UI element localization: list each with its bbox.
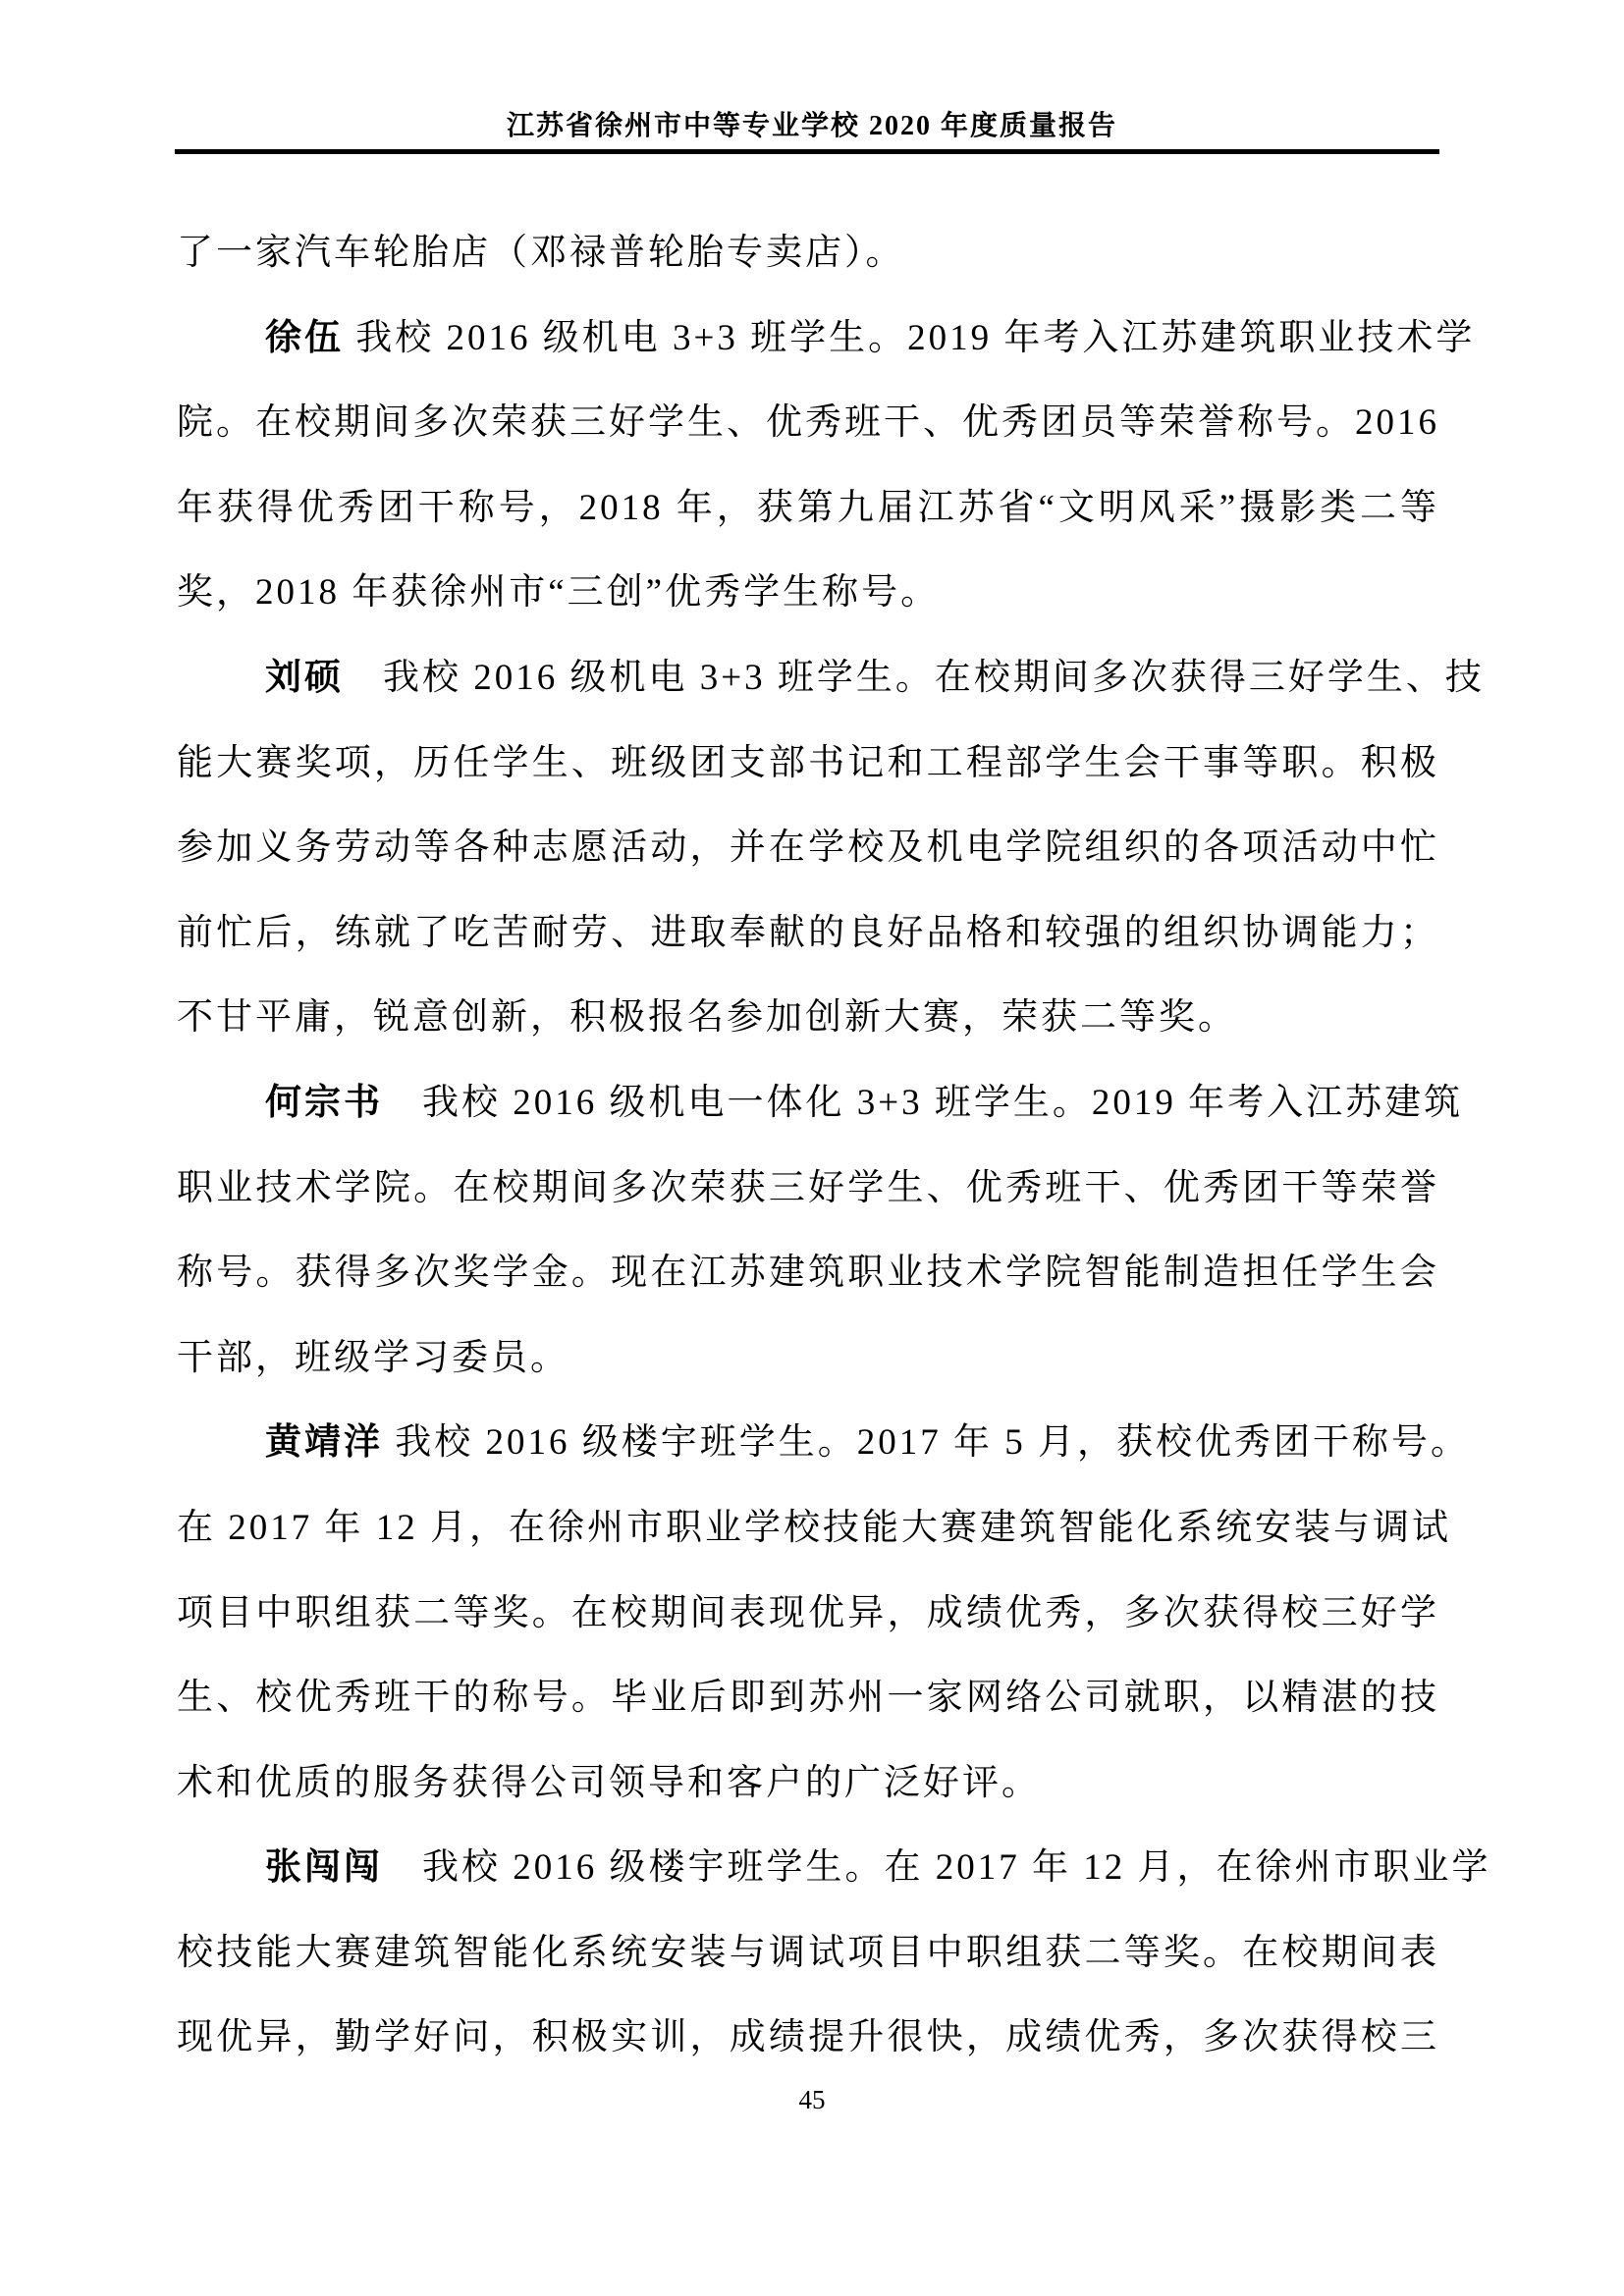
page-header-title: 江苏省徐州市中等专业学校 2020 年度质量报告 <box>506 111 1117 141</box>
text-line <box>177 1826 1491 1911</box>
text-line <box>177 551 1439 636</box>
text-line <box>177 211 1439 296</box>
text-line <box>177 1231 1439 1316</box>
text-line <box>177 1147 1439 1232</box>
student-name: 徐伍 <box>265 317 344 358</box>
line-text: 年获得优秀团干称号，2018 年，获第九届江苏省“文明风采”摄影类二等 <box>177 487 1439 528</box>
line-text: 我校 2016 级机电一体化 3+3 班学生。2019 年考入江苏建筑 <box>383 1082 1464 1123</box>
text-line <box>177 891 1439 977</box>
line-text: 干部，班级学习委员。 <box>177 1337 569 1378</box>
line-text: 奖，2018 年获徐州市“三创”优秀学生称号。 <box>177 572 941 614</box>
text-line <box>177 1486 1451 1572</box>
line-text: 称号。获得多次奖学金。现在江苏建筑职业技术学院智能制造担任学生会 <box>177 1253 1439 1294</box>
line-text: 术和优质的服务获得公司领导和客户的广泛好评。 <box>177 1762 1041 1803</box>
line-text: 我校 2016 级楼宇班学生。在 2017 年 12 月，在徐州市职业学 <box>383 1847 1491 1889</box>
text-line <box>177 1316 1439 1402</box>
text-line <box>177 721 1439 807</box>
text-line <box>177 1741 1439 1827</box>
page-number: 45 <box>798 2085 826 2114</box>
text-line <box>177 466 1439 552</box>
line-text: 现优异，勤学好问，积极实训，成绩提升很快，成绩优秀，多次获得校三 <box>177 2017 1439 2058</box>
text-line <box>177 976 1439 1061</box>
line-text: 不甘平庸，锐意创新，积极报名参加创新大赛，荣获二等奖。 <box>177 997 1237 1039</box>
student-name: 黄靖洋 <box>265 1422 383 1464</box>
line-text: 项目中职组获二等奖。在校期间表现优异，成绩优秀，多次获得校三好学 <box>177 1592 1439 1633</box>
text-line <box>177 1572 1439 1657</box>
text-line <box>177 381 1439 466</box>
line-text: 职业技术学院。在校期间多次荣获三好学生、优秀班干、优秀团干等荣誉 <box>177 1167 1439 1208</box>
student-name: 刘硕 <box>265 657 344 698</box>
text-line <box>177 1656 1439 1741</box>
line-text: 前忙后，练就了吃苦耐劳、进取奉献的良好品格和较强的组织协调能力； <box>177 912 1439 953</box>
text-line <box>177 806 1439 891</box>
line-text: 校技能大赛建筑智能化系统安装与调试项目中职组获二等奖。在校期间表 <box>177 1932 1439 1973</box>
line-text: 我校 2016 级楼宇班学生。2017 年 5 月，获校优秀团干称号。 <box>383 1422 1470 1464</box>
document-body <box>177 211 1491 2081</box>
text-line <box>177 1061 1464 1147</box>
text-line <box>177 1401 1470 1486</box>
text-line <box>177 296 1476 382</box>
line-text: 参加义务劳动等各种志愿活动，并在学校及机电学院组织的各项活动中忙 <box>177 828 1439 869</box>
line-text: 能大赛奖项，历任学生、班级团支部书记和工程部学生会干事等职。积极 <box>177 742 1439 783</box>
text-line <box>177 1996 1439 2081</box>
text-line <box>177 636 1485 721</box>
line-text: 在 2017 年 12 月，在徐州市职业学校技能大赛建筑智能化系统安装与调试 <box>177 1507 1451 1548</box>
line-text: 了一家汽车轮胎店（邓禄普轮胎专卖店）。 <box>177 233 905 273</box>
line-text: 院。在校期间多次荣获三好学生、优秀班干、优秀团员等荣誉称号。2016 <box>177 402 1439 444</box>
student-name: 张闯闯 <box>265 1847 383 1889</box>
line-text: 我校 2016 级机电 3+3 班学生。2019 年考入江苏建筑职业技术学 <box>344 317 1476 358</box>
line-text: 生、校优秀班干的称号。毕业后即到苏州一家网络公司就职，以精湛的技 <box>177 1678 1439 1719</box>
text-line <box>177 1911 1439 1997</box>
header-rule <box>175 149 1439 154</box>
page-footer <box>0 2084 1624 2115</box>
student-name: 何宗书 <box>265 1082 383 1123</box>
line-text: 我校 2016 级机电 3+3 班学生。在校期间多次获得三好学生、技 <box>344 657 1485 698</box>
